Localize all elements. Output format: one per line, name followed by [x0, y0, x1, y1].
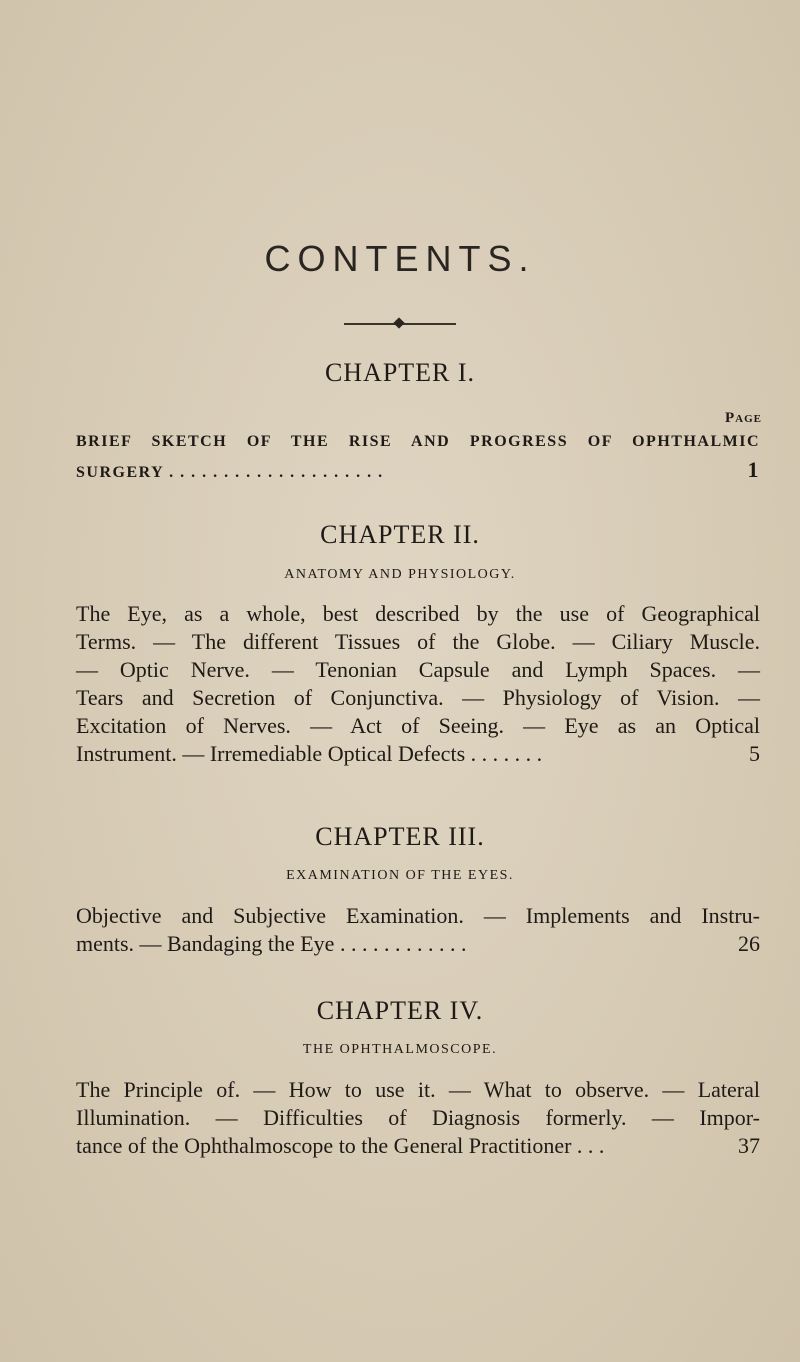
chapter-3-entry	[76, 902, 760, 958]
toc-last-line	[76, 456, 760, 487]
toc-line-text: Instrument. — Irremediable Optical Defects . . . . . . .	[76, 741, 543, 766]
chapter-4-entry	[76, 1076, 760, 1160]
toc-line: The Eye, as a whole, best described by the use of Geographical	[76, 601, 760, 626]
chapter-1-title: CHAPTER I.	[324, 358, 476, 387]
chapter-3-subtitle: EXAMINATION OF THE EYES.	[286, 868, 514, 883]
toc-line-text: SURGERY . . . . . . . . . . . . . . . . . . . .	[76, 464, 384, 481]
toc-last-line	[76, 740, 760, 768]
chapter-2-entry	[76, 600, 760, 768]
toc-last-line	[76, 1132, 760, 1160]
toc-line: Terms. — The different Tissues of the Globe. — Ciliary Muscle.	[76, 629, 760, 654]
toc-last-line	[76, 930, 760, 958]
diamond-ornament-icon	[393, 317, 404, 328]
chapter-2-title: CHAPTER II.	[320, 520, 480, 549]
toc-line: — Optic Nerve. — Tenonian Capsule and Lymph Spaces. —	[76, 657, 760, 682]
chapter-4-subtitle: THE OPHTHALMOSCOPE.	[302, 1042, 498, 1057]
chapter-3-title: CHAPTER III.	[315, 822, 485, 851]
page-number: 37	[738, 1133, 760, 1158]
contents-heading: CONTENTS.	[264, 238, 536, 279]
toc-line: The Principle of. — How to use it. — What to observe. — Lateral	[76, 1077, 760, 1102]
toc-line: Tears and Secretion of Conjunctiva. — Physiology of Vision. —	[76, 685, 760, 710]
toc-line: Objective and Subjective Examination. — Implements and Instru-	[76, 903, 760, 928]
chapter-1-entry	[76, 428, 760, 487]
chapter-4-title: CHAPTER IV.	[316, 996, 484, 1025]
page-number: 1	[747, 457, 760, 482]
page-number: 26	[738, 931, 760, 956]
toc-line: Illumination. — Difficulties of Diagnosis formerly. — Impor-	[76, 1105, 760, 1130]
toc-line-text: ments. — Bandaging the Eye . . . . . . . . . . . .	[76, 931, 467, 956]
toc-line-text: tance of the Ophthalmoscope to the General Practitioner . . .	[76, 1133, 605, 1158]
page-column-label: Page	[725, 410, 762, 426]
page-number: 5	[749, 741, 760, 766]
chapter-2-subtitle: ANATOMY AND PHYSIOLOGY.	[284, 567, 516, 582]
toc-line: Excitation of Nerves. — Act of Seeing. — Eye as an Optical	[76, 713, 760, 738]
toc-line: BRIEF SKETCH OF THE RISE AND PROGRESS OF OPHTHALMIC	[76, 433, 760, 450]
